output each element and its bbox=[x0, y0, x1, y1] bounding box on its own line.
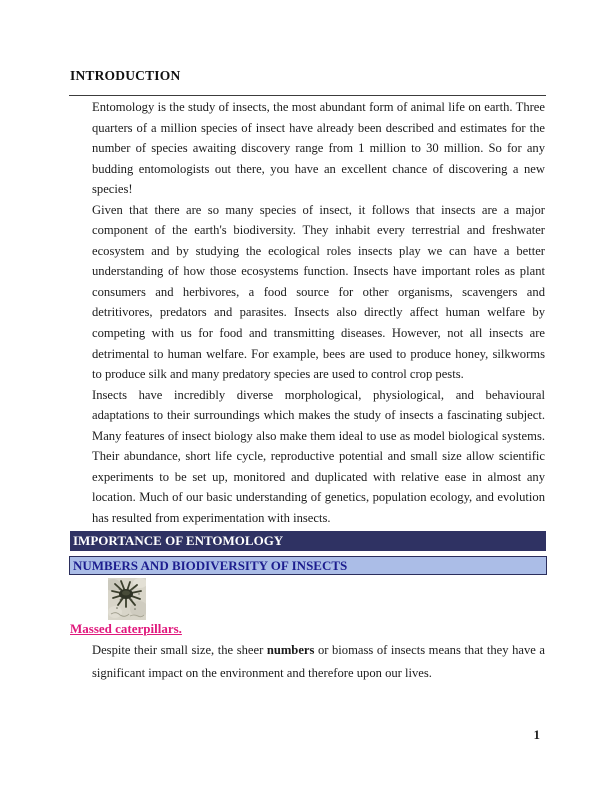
paragraph-entomology-study: Entomology is the study of insects, the most abundant form of animal life on earth. Three quarters of a million species of insect have already been described and estimates for the number of species awaiting discovery range from 1 million to 30 million. So for any budding entomologists out there, you have an excellent chance of discovering a new species! bbox=[92, 100, 545, 197]
page-number: 1 bbox=[533, 727, 540, 742]
closing-text-bold-numbers: numbers bbox=[266, 643, 315, 657]
paragraph-biodiversity-roles: Given that there are so many species of insect, it follows that insects are a major component of the earth's biodiversity. They inhabit every terrestrial and freshwater ecosystem and by studying the ecological roles insects play we can have a better understanding of how those ecosystems function. Insects have important roles as plant consumers and herbivores, a food source for other organisms, scavengers and detritivores, predators and parasites. Insects also directly affect human welfare by competing with us for food and transmitting diseases. However, not all insects are detrimental to human welfare. For example, bees are used to produce honey, silkworms to produce silk and many predatory species are used to control crop pests. bbox=[92, 202, 545, 382]
section-heading-introduction: INTRODUCTION bbox=[70, 68, 181, 83]
body-text bbox=[92, 97, 545, 528]
closing-text-after: or biomass of insects means that they have a significant impact on the environment and therefore upon our lives. bbox=[92, 643, 545, 680]
banner-numbers-and-biodiversity: NUMBERS AND BIODIVERSITY OF INSECTS bbox=[69, 556, 547, 575]
massed-caterpillars-link[interactable]: Massed caterpillars. bbox=[70, 621, 182, 636]
banner-importance-of-entomology: IMPORTANCE OF ENTOMOLOGY bbox=[70, 531, 546, 551]
caterpillar-cluster-graphic bbox=[108, 578, 146, 620]
closing-paragraph bbox=[92, 639, 545, 684]
closing-text-before: Despite their small size, the sheer bbox=[92, 643, 267, 657]
paragraph-adaptations-models: Insects have incredibly diverse morphological, physiological, and behavioural adaptations to their surroundings which makes the study of insects a fascinating subject. Many features of insect biology also make them ideal to use as model biological systems. Their abundance, short life cycle, reproductive potential and small size allow scientific experiments to be set up, monitored and duplicated with relative ease in almost any location. Much of our basic understanding of genetics, population ecology, and evolution has resulted from experimentation with insects. bbox=[92, 387, 545, 525]
heading-rule bbox=[69, 95, 546, 96]
massed-caterpillars-image[interactable] bbox=[108, 578, 146, 620]
